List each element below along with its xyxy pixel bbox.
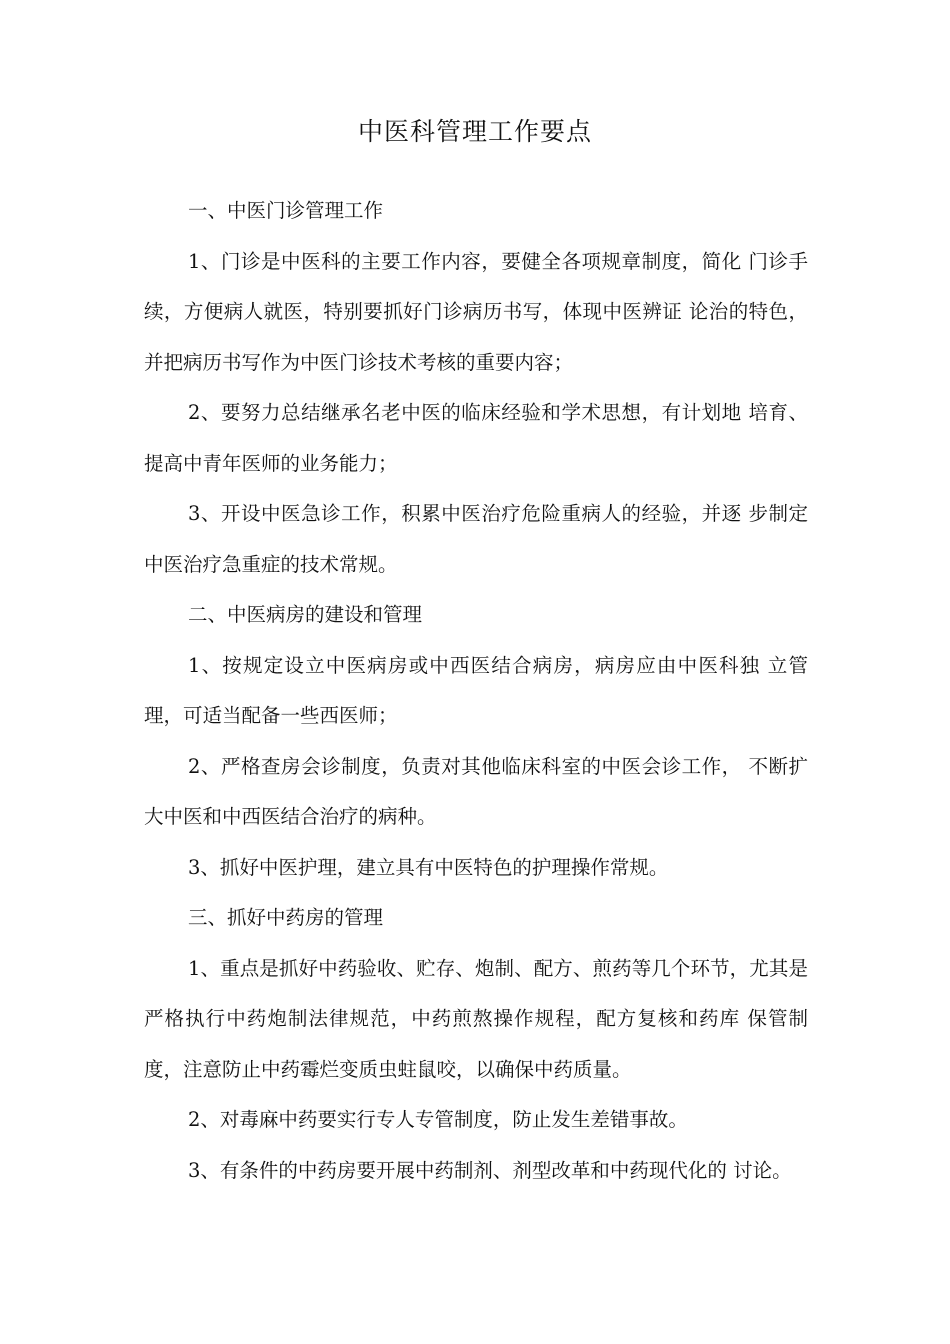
paragraph-2-3: 3、抓好中医护理，建立具有中医特色的护理操作常规。	[188, 855, 669, 879]
paragraph-3-1: 1、重点是抓好中药验收、贮存、炮制、配方、煎药等几个环节，尤其是严格执行中药炮制法律规范，中药煎熬操作规程，配方复核和药库 保管制度，注意防止中药霉烂变质虫蛀鼠咬，以确保中药质量。	[144, 956, 808, 1081]
section-heading-2: 二、中医病房的建设和管理	[188, 603, 423, 626]
paragraph-3-2: 2、对毒麻中药要实行专人专管制度，防止发生差错事故。	[188, 1108, 688, 1131]
paragraph-1-1: 1、门诊是中医科的主要工作内容，要健全各项规章制度，简化 门诊手续，方便病人就医，特别要抓好门诊病历书写，体现中医辨证 论治的特色，并把病历书写作为中医门诊技术考核的重要内容；	[144, 249, 808, 374]
paragraph-2-1: 1、按规定设立中医病房或中西医结合病房，病房应由中医科独 立管理，可适当配备一些西医师；	[144, 653, 808, 727]
section-heading-1: 一、中医门诊管理工作	[188, 199, 384, 222]
paragraph-1-3: 3、开设中医急诊工作，积累中医治疗危险重病人的经验，并逐 步制定中医治疗急重症的技术常规。	[144, 502, 808, 576]
paragraph-3-3: 3、有条件的中药房要开展中药制剂、剂型改革和中药现代化的 讨论。	[188, 1158, 792, 1182]
paragraph-1-2: 2、要努力总结继承名老中医的临床经验和学术思想，有计划地 培育、提高中青年医师的业务能力；	[144, 401, 808, 475]
paragraph-2-2: 2、严格查房会诊制度，负责对其他临床科室的中医会诊工作， 不断扩大中医和中西医结合治疗的病种。	[144, 754, 808, 828]
section-heading-3: 三、抓好中药房的管理	[188, 906, 384, 929]
page-title: 中医科管理工作要点	[357, 117, 592, 146]
document-body	[144, 186, 808, 1196]
